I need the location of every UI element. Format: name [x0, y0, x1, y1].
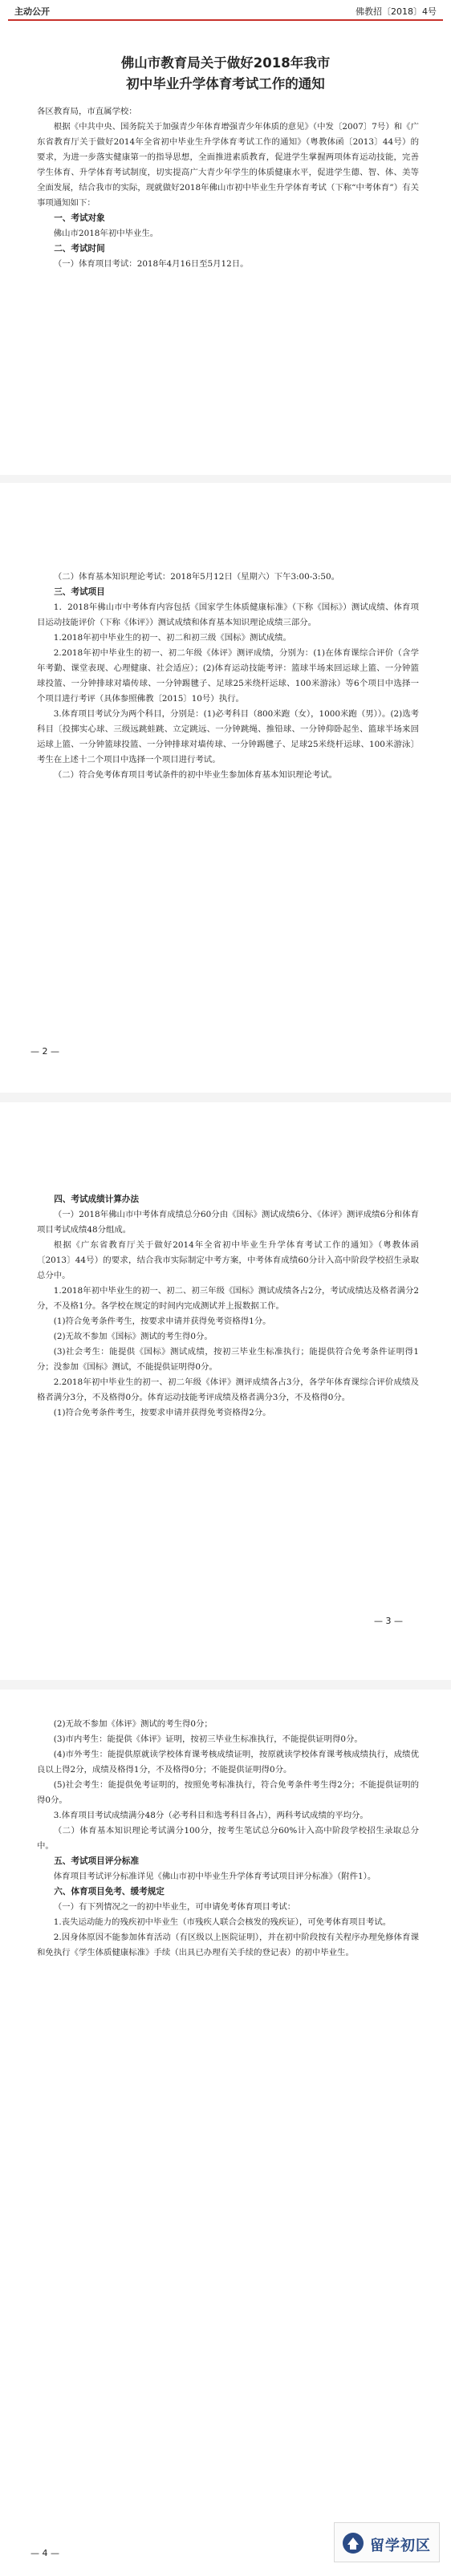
section-heading: 一、考试对象: [54, 213, 105, 223]
body-paragraph: (5)社会考生：能提供免考证明的，按照免考标准执行，符合免考条件考生得2分；不能提供证明的得0分。: [37, 1780, 419, 1805]
page-number: — 2 —: [30, 1046, 59, 1057]
body-paragraph: （二）体育基本知识理论考试：2018年5月12日（星期六）下午3:00-3:50。: [53, 572, 340, 582]
document-page-4: [0, 1690, 451, 2576]
body-paragraph: (3)社会考生：能提供《国标》测试成绩，按初三毕业生标准执行；能提供符合免考条件证明得1分；没参加《国标》测试，不能提供证明得0分。: [37, 1347, 419, 1372]
watermark-text: 留学初区: [370, 2537, 431, 2554]
document-page-2: [0, 483, 451, 1093]
body-paragraph: (2)无故不参加《体评》测试的考生得0分；: [53, 1719, 213, 1729]
body-paragraph: 3.体育项目考试成绩满分48分（必考科目和选考科目各占），两科考试成绩的平均分。: [53, 1811, 368, 1820]
body-paragraph: 1.2018年初中毕业生的初一、初二和初三级《国标》测试成绩。: [53, 633, 291, 643]
document-page-3: [0, 1102, 451, 1680]
red-divider: [8, 19, 443, 21]
page-1-body: [37, 104, 419, 272]
body-paragraph: （二）符合免考体育项目考试条件的初中毕业生参加体育基本知识理论考试。: [53, 770, 338, 780]
page-number: — 3 —: [374, 1616, 403, 1626]
document-number: 佛教招〔2018〕4号: [356, 6, 437, 17]
body-paragraph: 3.体育项目考试分为两个科目，分别是：(1)必考科目（800米跑（女），1000米跑（男））。(2)选考科目〔投掷实心球、三级远跳蛙跳、立定跳远、一分钟跳绳、推铅球、一分钟仰卧起坐、篮球半场来回运球上篮、一分钟篮球投篮、一分钟排球对墙传球、一分钟踢毽子、足球25米绕杆运球、100米游泳〕考生在上述十二个项目中选择一个项目进行考试。: [37, 709, 419, 765]
disclosure-label: 主动公开: [14, 6, 50, 17]
body-paragraph: (1)符合免考条件考生，按要求申请并获得免考资格得2分。: [53, 1408, 271, 1418]
section-heading: 四、考试成绩计算办法: [54, 1195, 140, 1204]
title-line-1: 佛山市教育局关于做好2018年我市: [120, 55, 331, 71]
page-3-body: [37, 1192, 419, 1421]
body-paragraph: （一）有下列情况之一的初中毕业生，可申请免考体育项目考试：: [53, 1902, 296, 1912]
document-header: [14, 5, 437, 19]
body-paragraph: 2.2018年初中毕业生的初一、初二年级《体评》测评成绩，分别为：(1)在体育课综合评价（含学年考勤、课堂表现、心理健康、社会适应）；(2)体育运动技能考评：篮球半场来回运球上篮、一分钟篮球投篮、一分钟排球对墙传球、一分钟踢毽子、足球25米绕杆运球、100米游泳）等6个项目中选择一个项目进行考评（具体参照佛教〔2015〕10号）执行。: [37, 648, 419, 704]
section-heading: 六、体育项目免考、缓考规定: [54, 1887, 165, 1897]
section-heading: 二、考试时间: [54, 244, 105, 254]
title-line-2: 初中毕业升学体育考试工作的通知: [126, 76, 325, 91]
page-4-body: [37, 1717, 419, 1961]
body-paragraph: 1．2018年佛山市中考体育内容包括《国家学生体质健康标准》（下称《国标》）测试成绩、体育项目运动技能评价（下称《体评》）测试成绩和体育基本知识理论成绩三部分。: [37, 602, 419, 627]
body-paragraph: （一）体育项目考试：2018年4月16日至5月12日。: [53, 259, 249, 269]
body-paragraph: (4)市外考生：能提供原就读学校体育课考核成绩证明，按原就读学校体育课考核成绩执行，成绩优良以上得2分，成绩及格得1分，不及格得0分；不能提供证明得0分。: [37, 1750, 419, 1775]
page-number: — 4 —: [30, 2548, 59, 2558]
document-page-1: [0, 0, 451, 475]
body-paragraph: (1)符合免考条件考生，按要求申请并获得免考资格得1分。: [53, 1316, 271, 1326]
body-paragraph: 1.丧失运动能力的残疾初中毕业生（市残疾人联合会核发的残疾证），可免考体育项目考试。: [53, 1917, 392, 1927]
body-paragraph: (3)市内考生：能提供《体评》证明，按初三毕业生标准执行，不能提供证明得0分。: [53, 1734, 363, 1744]
body-paragraph: 根据《中共中央、国务院关于加强青少年体育增强青少年体质的意见》（中发〔2007〕7号）和《广东省教育厅关于做好2014年全省初中毕业生升学体育考试工作的通知》（粤教体函〔2013〕44号）的要求，为进一步落实健康第一的指导思想，全面推进素质教育，促进学生掌握两项体育运动技能，完善学生体育、升学体育考试制度，切实提高广大青少年学生的体质健康水平，促进学生德、智、体、美等全面发展，结合我市的实际，现就做好2018年佛山市初中毕业生升学体育考试（下称“中考体育”）有关事项通知如下：: [37, 122, 419, 208]
body-paragraph: 2.2018年初中毕业生的初一、初二年级《体评》测评成绩各占3分，各学年体育课综合评价成绩及格者满分3分，不及格得0分。体育运动技能考评成绩及格者满分3分，不及格得0分。: [37, 1377, 419, 1402]
body-paragraph: (2)无故不参加《国标》测试的考生得0分。: [53, 1332, 213, 1341]
body-paragraph: 根据《广东省教育厅关于做好2014年全省初中毕业生升学体育考试工作的通知》（粤教体函〔2013〕44号）的要求，结合我市实际制定中考方案，中考体育成绩60分计入高中阶段学校招生录取总分中。: [37, 1240, 419, 1280]
section-heading: 三、考试项目: [54, 587, 105, 597]
watermark-logo-icon: [341, 2531, 365, 2555]
section-heading: 五、考试项目评分标准: [54, 1856, 140, 1866]
document-title: [0, 53, 451, 95]
body-paragraph: 2.因身体原因不能参加体育活动（有区级以上医院证明），并在初中阶段按有关程序办理免修体育课和免执行《学生体质健康标准》手续（出具已办理有关手续的登记表）的初中毕业生。: [37, 1933, 419, 1957]
body-paragraph: （一）2018年佛山市中考体育成绩总分60分由《国标》测试成绩6分、《体评》测评成绩6分和体育项目考试成绩48分组成。: [37, 1210, 419, 1235]
body-paragraph: 1.2018年初中毕业生的初一、初二、初三年级《国标》测试成绩各占2分，考试成绩达及格者满分2分，不及格1分。各学校在规定的时间内完成测试并上报数据工作。: [37, 1286, 419, 1311]
body-paragraph: 体育项目考试评分标准详见《佛山市初中毕业生升学体育考试项目评分标准》（附件1）。: [53, 1872, 376, 1881]
body-paragraph: （二）体育基本知识理论考试满分100分，按考生笔试总分60%计入高中阶段学校招生录取总分中。: [37, 1826, 419, 1851]
page-2-body: [37, 570, 419, 783]
body-paragraph: 佛山市2018年初中毕业生。: [53, 229, 159, 238]
watermark-box: [334, 2522, 440, 2562]
salutation: 各区教育局，市直属学校：: [37, 107, 137, 116]
site-watermark: [327, 2522, 440, 2564]
